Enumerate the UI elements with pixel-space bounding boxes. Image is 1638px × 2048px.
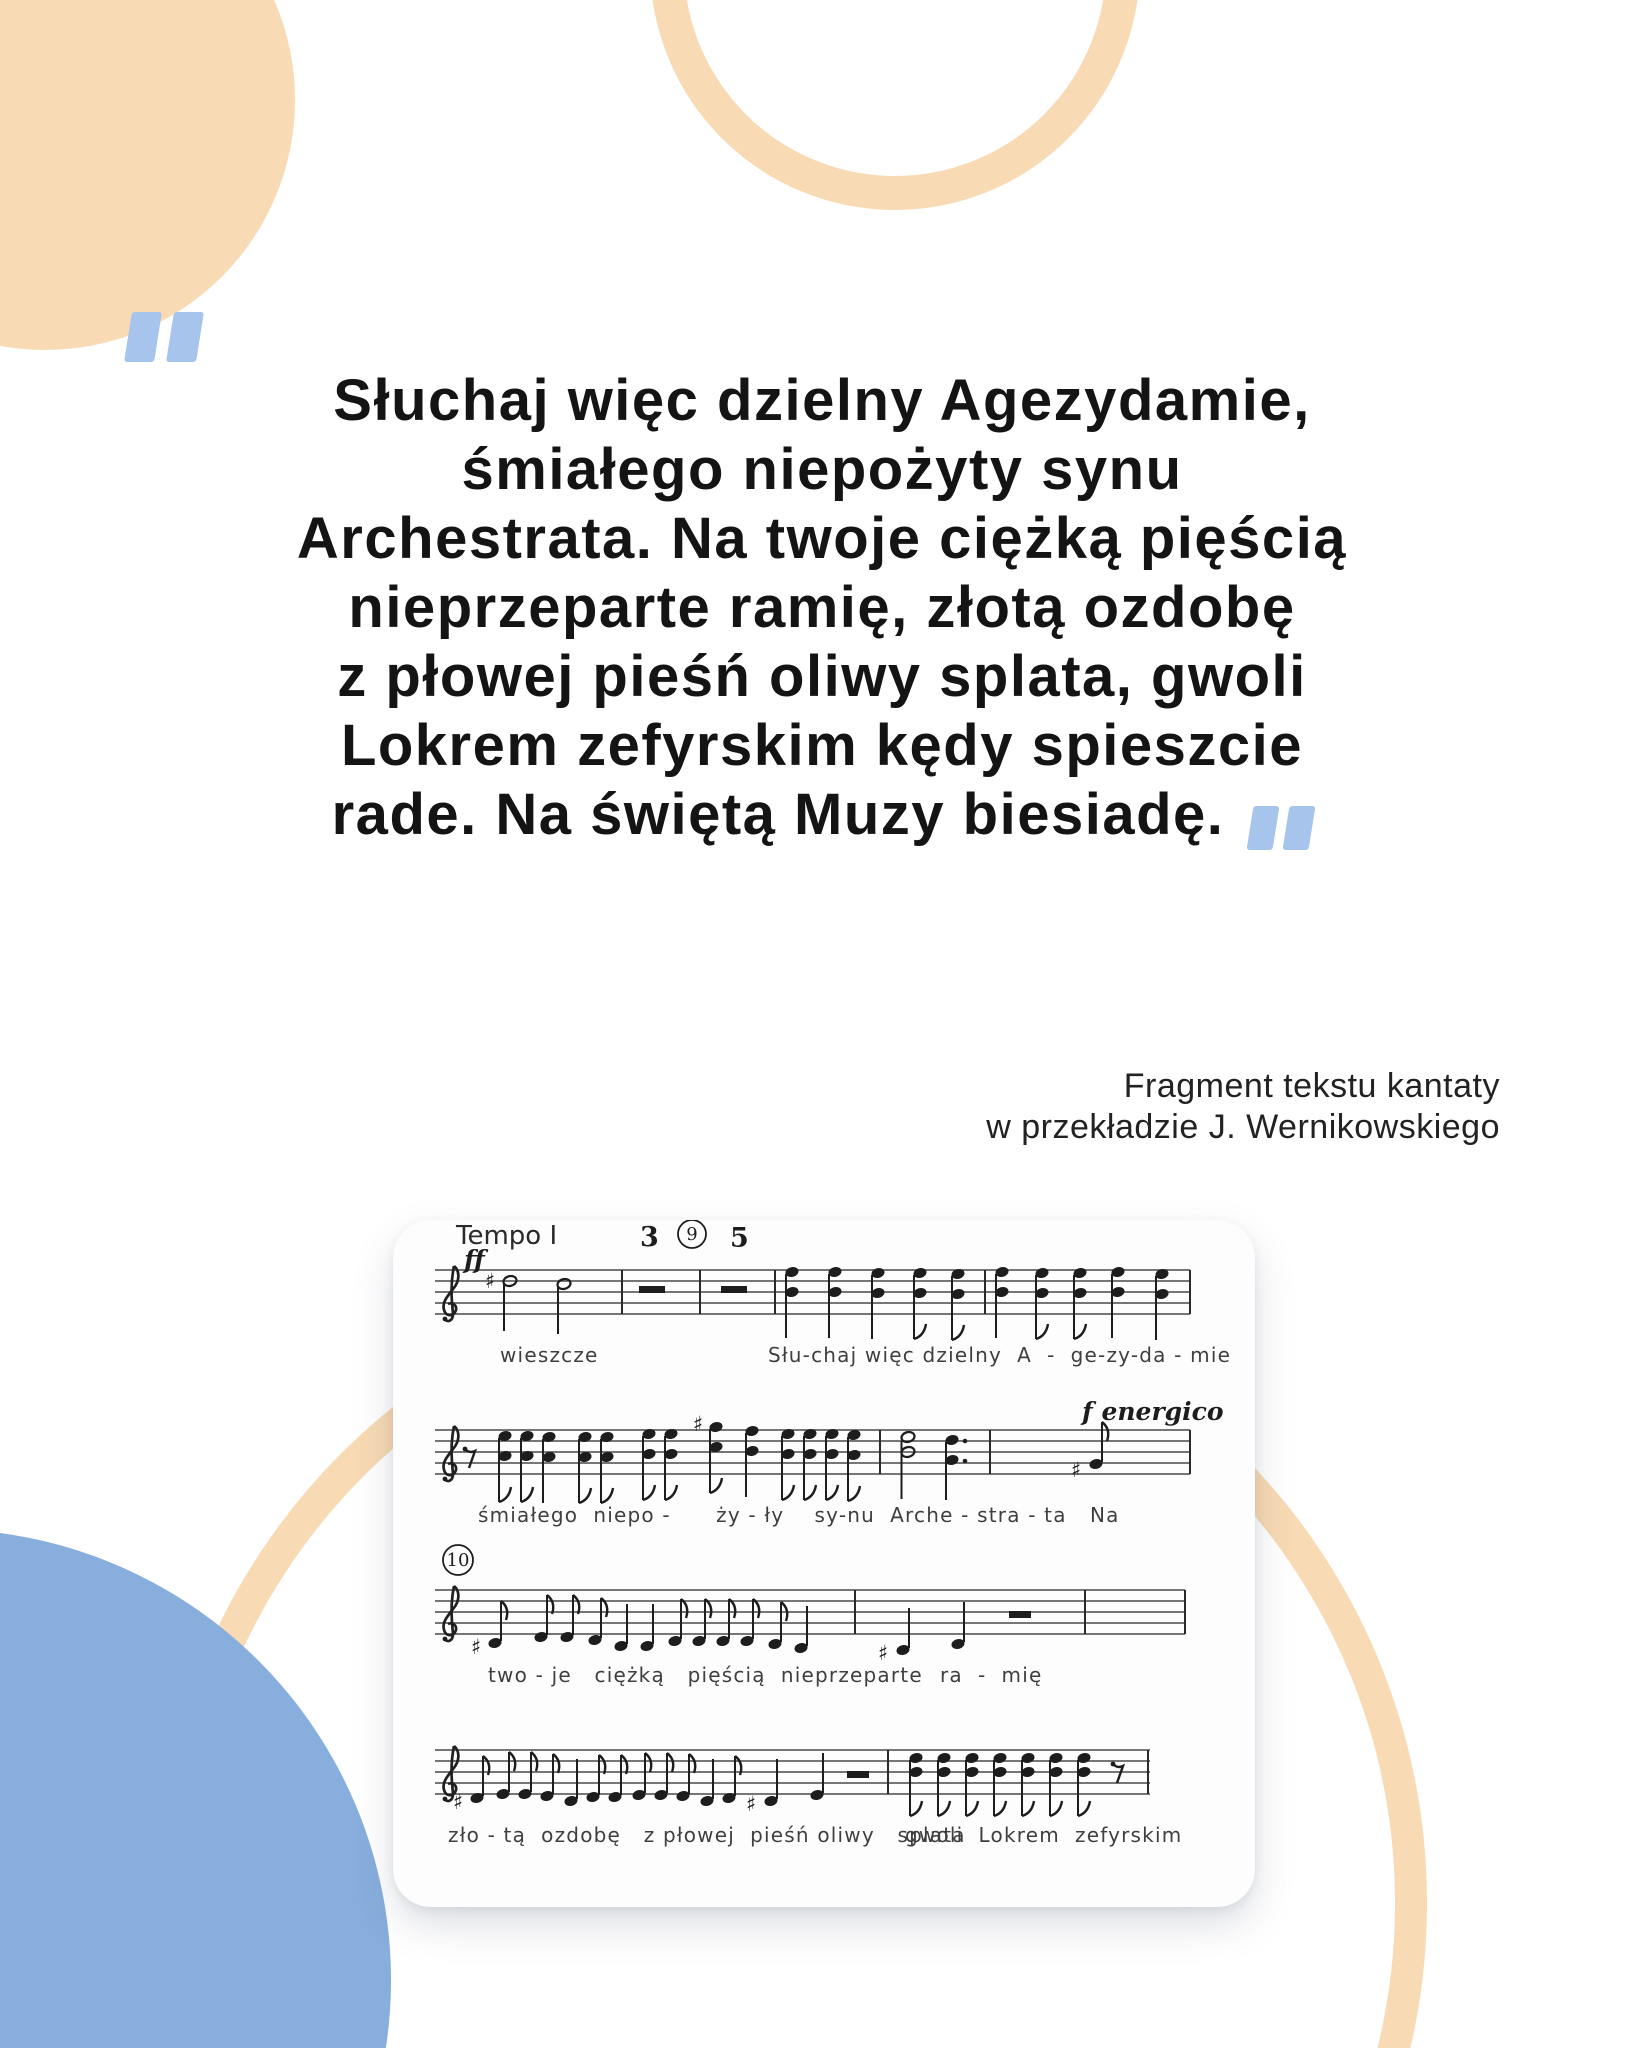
quote-bar bbox=[166, 312, 204, 362]
open-quote-icon bbox=[128, 312, 204, 362]
svg-text:f energico: f energico bbox=[1082, 1397, 1224, 1426]
quote-line: z płowej pieśń oliwy splata, gwoli bbox=[337, 644, 1307, 709]
sheet-music-image bbox=[393, 1220, 1255, 1907]
svg-text:Na: Na bbox=[1090, 1503, 1120, 1527]
close-quote-icon bbox=[1250, 806, 1312, 850]
svg-text:5: 5 bbox=[730, 1223, 749, 1254]
quote-line: Archestrata. Na twoje ciężką pięścią bbox=[296, 506, 1348, 571]
svg-text:♯: ♯ bbox=[485, 1269, 496, 1293]
svg-text:♯: ♯ bbox=[471, 1635, 482, 1659]
svg-text:♯: ♯ bbox=[453, 1790, 464, 1814]
blue-circle-bottom-left bbox=[0, 1529, 391, 2048]
peach-circle-top-left bbox=[0, 0, 295, 350]
svg-text:♯: ♯ bbox=[746, 1792, 757, 1816]
quote-line: nieprzeparte ramię, złotą ozdobę bbox=[348, 575, 1296, 640]
svg-text:Tempo I: Tempo I bbox=[456, 1221, 558, 1251]
quote-line: rade. Na świętą Muzy biesiadę. bbox=[100, 780, 1544, 849]
attribution-line: Fragment tekstu kantaty bbox=[1123, 1067, 1500, 1105]
svg-text:♯: ♯ bbox=[693, 1412, 704, 1436]
svg-text:gwoli Lokrem zefyrskim: gwoli Lokrem zefyrskim bbox=[905, 1823, 1183, 1847]
quote-line: Słuchaj więc dzielny Agezydamie, bbox=[333, 368, 1311, 433]
svg-text:zło - tą ozdobę z płowej p: zło - tą ozdobę z płowej pieśń oliwy splata bbox=[448, 1823, 966, 1847]
quote-bar bbox=[124, 312, 162, 362]
quote-text bbox=[100, 366, 1544, 849]
svg-text:ff: ff bbox=[464, 1245, 485, 1274]
svg-text:3: 3 bbox=[640, 1222, 659, 1253]
peach-ring-top-right bbox=[667, 0, 1123, 193]
svg-text:♯: ♯ bbox=[1071, 1458, 1082, 1482]
svg-text:ra - mię: ra - mię bbox=[940, 1663, 1043, 1687]
svg-text:Słu-chaj więc dzielny A - g: Słu-chaj więc dzielny A - ge-zy-da - mie bbox=[768, 1343, 1232, 1367]
svg-text:♯: ♯ bbox=[878, 1641, 889, 1665]
sheet-music-card bbox=[393, 1220, 1255, 1907]
attribution-line: w przekładzie J. Wernikowskiego bbox=[986, 1108, 1500, 1146]
quote-line: Lokrem zefyrskim kędy spieszcie bbox=[340, 713, 1304, 778]
svg-text:two - je ciężką pięścią n: two - je ciężką pięścią nieprzeparte bbox=[488, 1663, 923, 1687]
svg-text:wieszcze: wieszcze bbox=[500, 1343, 599, 1367]
svg-text:9: 9 bbox=[686, 1224, 698, 1245]
svg-text:10: 10 bbox=[446, 1550, 470, 1571]
svg-text:śmiałego niepo - ży - ły: śmiałego niepo - ży - ły sy-nu Arche - stra - ta bbox=[478, 1503, 1067, 1527]
attribution bbox=[986, 1066, 1500, 1148]
quote-line: śmiałego niepożyty synu bbox=[461, 437, 1183, 502]
